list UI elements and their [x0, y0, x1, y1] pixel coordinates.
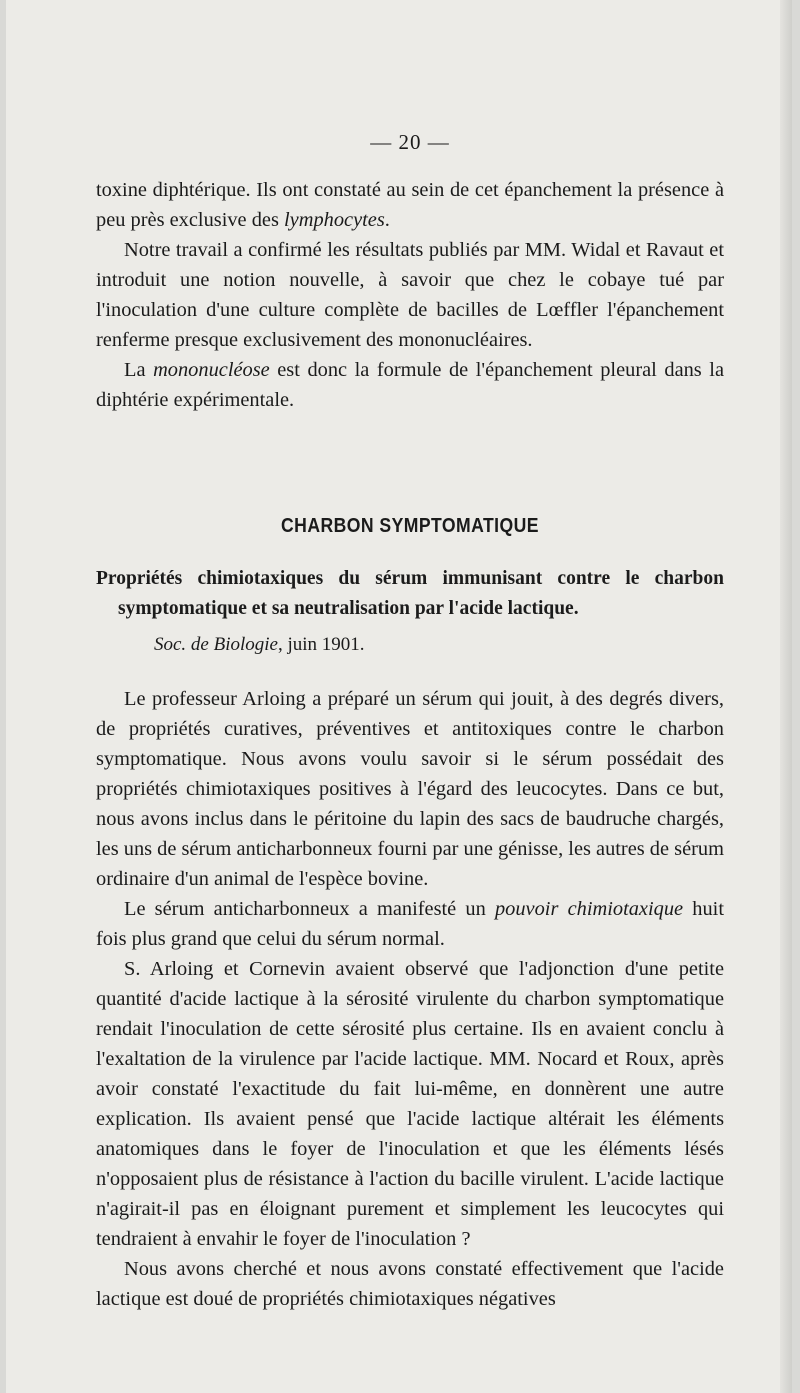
paragraph-arloing-serum: Le professeur Arloing a préparé un sérum qui jouit, à des degrés divers, de propriétés curatives, préventives et antitoxiques contre le charbon symptomatique. Nous avons voulu savoir si le sérum possédait des propriétés chimiotaxiques positives à l'égard des leucocytes. Dans ce but, nous avons inclus dans le péritoine du lapin des sacs de baudruche chargés, les uns de sérum anticharbonneux fourni par une génisse, les autres de sérum ordinaire d'un animal de l'espèce bovine. — [96, 688, 724, 890]
paragraph-chemotactic-power — [96, 894, 724, 954]
article-source — [154, 634, 724, 656]
paragraph-text: toxine diphtérique. Ils ont constaté au sein de cet épanchement la présence à peu près exclusive des — [96, 179, 724, 231]
article-subtitle: Propriétés chimiotaxiques du sérum immunisant contre le charbon symptomatique et sa neutralisation par l'acide lactique. — [96, 568, 724, 619]
paragraph-text: La — [124, 359, 154, 381]
paragraph-text: est donc la formule de l'épanchement pleural dans la diphtérie expérimentale. — [96, 359, 725, 411]
paragraph-negative-chemotaxis: Nous avons cherché et nous avons constaté effectivement que l'acide lactique est doué de propriétés chimiotaxiques négatives — [96, 1258, 724, 1310]
document-page — [6, 0, 786, 1393]
source-venue: Soc. de Biologie — [154, 634, 278, 655]
paragraph-lactic-acid: S. Arloing et Cornevin avaient observé que l'adjonction d'une petite quantité d'acide lactique à la sérosité virulente du charbon symptomatique rendait l'inoculation de cette sérosité plus certaine. Ils en avaient conclu à l'exaltation de la virulence par l'acide lactique. MM. Nocard et Roux, après avoir constaté l'exactitude du fait lui-même, en donnèrent une autre explication. Ils avaient pensé que l'acide lactique altérait les éléments anatomiques dans le foyer de l'inoculation et que les éléments lésés n'opposaient plus de résistance à l'action du bacille virulent. L'acide lactique n'agirait-il pas en éloignant purement et simplement les leucocytes qui tendraient à envahir le foyer de l'inoculation ? — [96, 958, 724, 1250]
paragraph-diphtheria-intro — [96, 175, 724, 235]
page-number: — 20 — — [370, 130, 450, 154]
paragraph-text: Le sérum anticharbonneux a manifesté un — [124, 898, 495, 920]
paragraph-text: . — [384, 209, 390, 231]
paragraph-mononucleosis — [96, 355, 724, 415]
emphasis-mononucleose: mononucléose — [153, 359, 270, 381]
paragraph-text: huit fois plus grand que celui du sérum normal. — [96, 898, 724, 950]
paragraph-our-work: Notre travail a confirmé les résultats publiés par MM. Widal et Ravaut et introduit une notion nouvelle, à savoir que chez le cobaye tué par l'inoculation d'une culture complète de bacilles de Lœffler l'épanchement renferme presque exclusivement des mononucléaires. — [96, 239, 724, 351]
source-date: , juin 1901. — [278, 634, 365, 655]
section-title: CHARBON SYMPTOMATIQUE — [281, 515, 539, 537]
emphasis-lymphocytes: lymphocytes — [284, 209, 385, 231]
emphasis-pouvoir-chimiotaxique: pouvoir chimiotaxique — [494, 898, 684, 920]
